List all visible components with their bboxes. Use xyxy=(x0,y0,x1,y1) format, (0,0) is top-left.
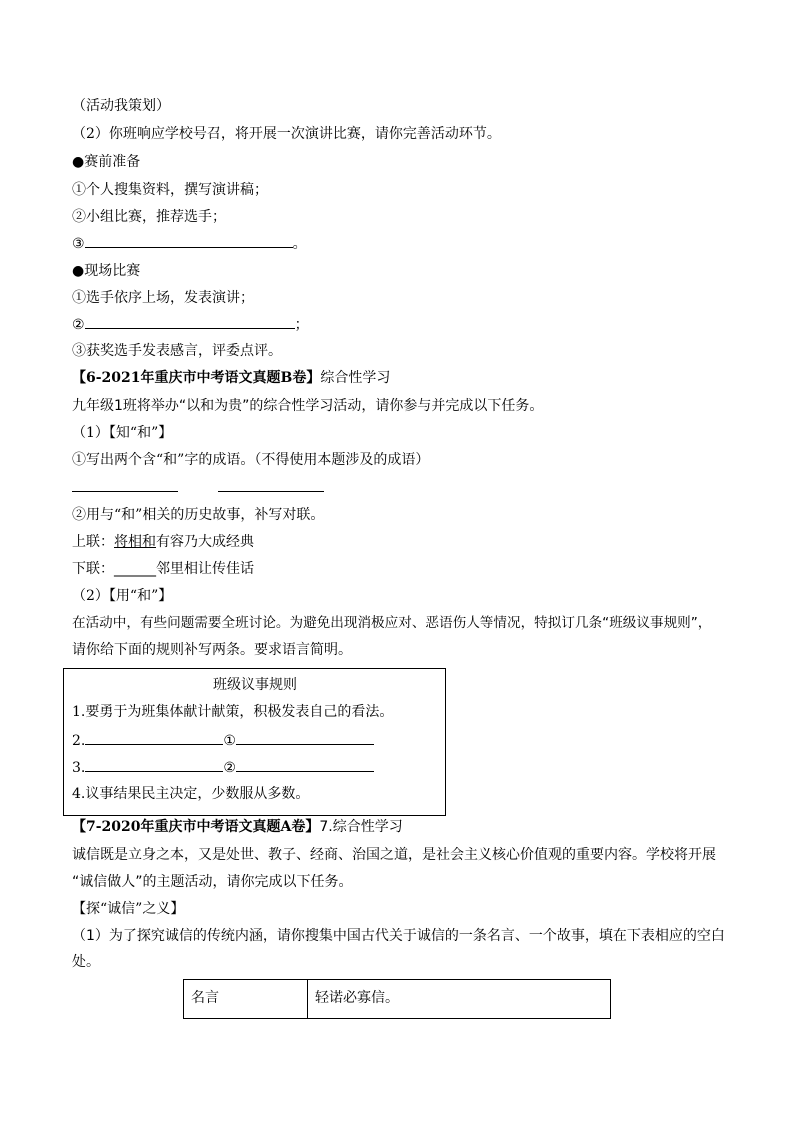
idiom-blank-1[interactable] xyxy=(72,491,178,492)
rule-3-blank-a[interactable] xyxy=(85,758,223,772)
rule-1: 1.要勇于为班集体献计献策，积极发表自己的看法。 xyxy=(72,704,394,720)
prep-item-1: ①个人搜集资料，撰写演讲稿； xyxy=(72,182,268,198)
rule-3-prefix: 3. xyxy=(72,760,86,776)
rule-3 xyxy=(72,758,374,777)
section-title-live: ●现场比赛 xyxy=(72,263,141,279)
question-7-tag-suffix: 7.综合性学习 xyxy=(319,819,403,835)
rule-2 xyxy=(72,731,374,750)
q6-subquestion-2-text-1: 在活动中，有些问题需要全班讨论。为避免出现消极应对、恶语伤人等情况，特拟订几条“班级议事规则”， xyxy=(72,615,712,631)
rule-2-mark: ① xyxy=(223,733,236,749)
live-item-3: ③获奖选手发表感言，评委点评。 xyxy=(72,343,282,359)
section-title-prep: ●赛前准备 xyxy=(72,154,141,170)
quote-table-divider xyxy=(307,979,308,1018)
couplet-upper-rest: 有容乃大成经典 xyxy=(156,534,254,550)
question-6-header xyxy=(72,369,390,387)
q6-subquestion-2-text-2: 请你给下面的规则补写两条。要求语言简明。 xyxy=(72,642,352,658)
question-7-q1-1: （1）为了探究诚信的传统内涵，请你搜集中国古代关于诚信的一条名言、一个故事，填在下表相应的空白 xyxy=(72,928,725,944)
quote-table-label: 名言 xyxy=(191,990,219,1006)
couplet-lower-rest: 邻里相让传佳话 xyxy=(156,561,254,577)
q6-subquestion-1b: ②用与“和”相关的历史故事，补写对联。 xyxy=(72,507,325,523)
question-6-intro: 九年级1班将举办“以和为贵”的综合性学习活动，请你参与并完成以下任务。 xyxy=(72,398,544,414)
prep-item-3-mark: ③ xyxy=(72,236,85,252)
couplet-upper-label: 上联： xyxy=(72,534,114,550)
rule-3-blank-b[interactable] xyxy=(236,758,374,772)
question-7-intro-1: 诚信既是立身之本，又是处世、教子、经商、治国之道，是社会主义核心价值观的重要内容。学校将开展 xyxy=(72,847,716,863)
question-7-tag: 【7-2020年重庆市中考语文真题A卷】 xyxy=(72,819,320,835)
couplet-lower-blank[interactable]: ______ xyxy=(114,561,156,577)
question-2: （2）你班响应学校号召，将开展一次演讲比赛，请你完善活动环节。 xyxy=(72,126,501,142)
question-7-intro-2: “诚信做人”的主题活动，请你完成以下任务。 xyxy=(72,874,353,890)
prep-item-3-blank[interactable] xyxy=(85,234,293,248)
question-6-tag: 【6-2021年重庆市中考语文真题B卷】 xyxy=(72,370,321,386)
live-item-2-end: ； xyxy=(294,317,309,333)
couplet-upper-underlined: 将相和 xyxy=(114,534,156,550)
prep-item-2: ②小组比赛，推荐选手； xyxy=(72,209,226,225)
live-item-2-blank[interactable] xyxy=(85,315,295,329)
prep-item-3 xyxy=(72,234,307,253)
couplet-lower xyxy=(72,560,254,578)
question-7-header xyxy=(72,818,403,836)
rule-2-blank-a[interactable] xyxy=(85,731,223,745)
rule-3-mark: ② xyxy=(223,760,236,776)
couplet-upper xyxy=(72,533,254,551)
q6-subquestion-1a: ①写出两个含“和”字的成语。（不得使用本题涉及的成语） xyxy=(72,452,430,468)
question-6-tag-suffix: 综合性学习 xyxy=(320,370,391,386)
rule-2-blank-b[interactable] xyxy=(236,731,374,745)
live-item-2 xyxy=(72,315,309,334)
rules-title: 班级议事规则 xyxy=(213,677,297,693)
activity-heading: （活动我策划） xyxy=(72,98,170,114)
idiom-blank-2[interactable] xyxy=(218,491,324,492)
q6-subquestion-2: （2）【用“和”】 xyxy=(72,588,173,604)
live-item-1: ①选手依序上场，发表演讲； xyxy=(72,290,254,306)
question-7-q1-2: 处。 xyxy=(72,954,100,970)
live-item-2-mark: ② xyxy=(72,317,85,333)
couplet-lower-label: 下联： xyxy=(72,561,114,577)
prep-item-3-end: 。 xyxy=(292,236,307,252)
quote-table-value: 轻诺必寡信。 xyxy=(315,990,399,1006)
rule-2-prefix: 2. xyxy=(72,733,86,749)
rule-4: 4.议事结果民主决定，少数服从多数。 xyxy=(72,786,310,802)
q6-subquestion-1: （1）【知“和”】 xyxy=(72,425,173,441)
question-7-subtitle: 【探“诚信”之义】 xyxy=(72,901,185,917)
